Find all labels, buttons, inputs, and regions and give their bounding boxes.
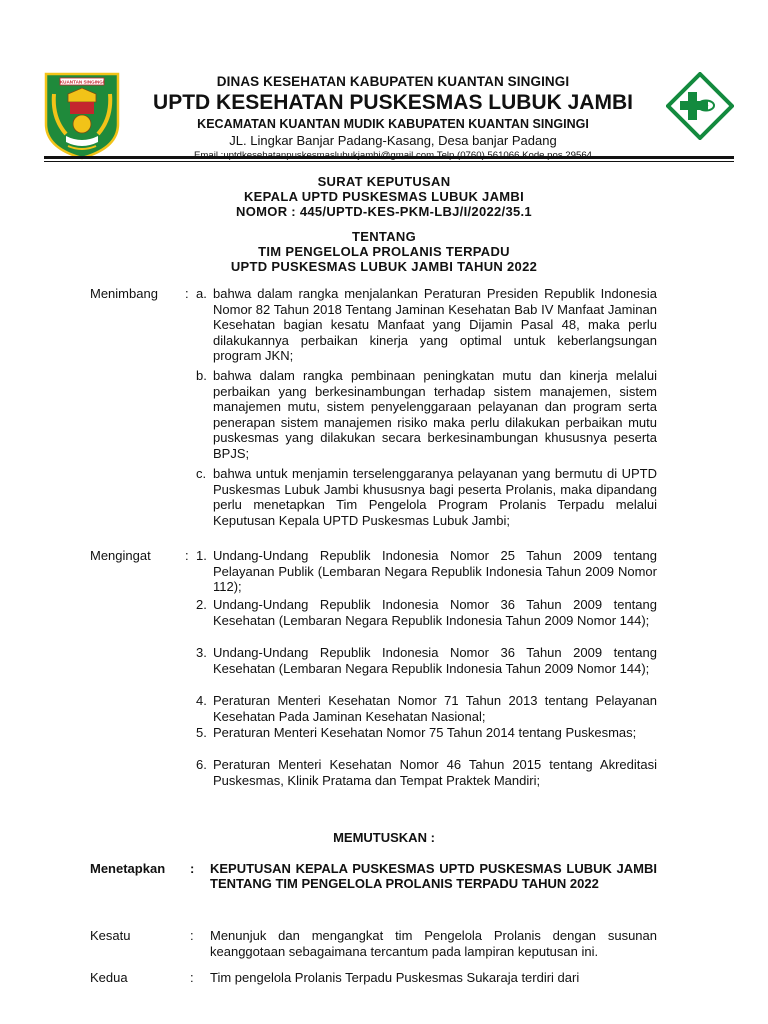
letterhead-divider-thin xyxy=(44,161,734,162)
menimbang-item-b: bahwa dalam rangka pembinaan peningkatan mutu dan kinerja melalui perbaikan yang berkesinambungan terhadap sistem manajemen, sistem manajemen mutu, sistem penyelenggaraan pelayanan dan program serta penerapan sistem manajemen risiko maka perlu dilakukan perbaikan mutu puskesmas yang dilakukan secara berkesinambungan khususnya peserta BPJS; xyxy=(213,368,657,461)
mengingat-item-3: Undang-Undang Republik Indonesia Nomor 36 Tahun 2009 tentang Kesehatan (Lembaran Negara Republik Indonesia Tahun 2009 Nomor 144); xyxy=(213,645,657,676)
decree-issuer: KEPALA UPTD PUSKESMAS LUBUK JAMBI xyxy=(243,189,525,204)
letterhead-divider-thick xyxy=(44,156,734,159)
mengingat-marker-1: 1. xyxy=(196,548,207,563)
mengingat-item-5: Peraturan Menteri Kesehatan Nomor 75 Tahun 2014 tentang Puskesmas; xyxy=(213,725,637,740)
mengingat-marker-6: 6. xyxy=(196,757,207,772)
kesatu-colon: : xyxy=(190,928,194,943)
district-name: KECAMATAN KUANTAN MUDIK KABUPATEN KUANTAN SINGINGI xyxy=(197,117,589,131)
mengingat-label: Mengingat xyxy=(90,548,151,563)
institution-name: UPTD KESEHATAN PUSKESMAS LUBUK JAMBI xyxy=(153,91,633,114)
kedua-colon: : xyxy=(190,970,194,985)
decree-number: NOMOR : 445/UPTD-KES-PKM-LBJ/I/2022/35.1 xyxy=(236,204,532,219)
menimbang-marker-a: a. xyxy=(196,286,207,301)
mengingat-item-1: Undang-Undang Republik Indonesia Nomor 25 Tahun 2009 tentang Pelayanan Publik (Lembaran Negara Republik Indonesia Tahun 2009 Nomor 112); xyxy=(213,548,657,595)
subject-line-1: TIM PENGELOLA PROLANIS TERPADU xyxy=(258,244,510,259)
menetapkan-text: KEPUTUSAN KEPALA PUSKESMAS UPTD PUSKESMAS LUBUK JAMBI TENTANG TIM PENGELOLA PROLANIS TERPADU TAHUN 2022 xyxy=(210,861,657,891)
kesatu-label: Kesatu xyxy=(90,928,131,943)
mengingat-item-2: Undang-Undang Republik Indonesia Nomor 36 Tahun 2009 tentang Kesehatan (Lembaran Negara Republik Indonesia Tahun 2009 Nomor 144); xyxy=(213,597,657,628)
agency-name: DINAS KESEHATAN KABUPATEN KUANTAN SINGINGI xyxy=(216,74,570,89)
mengingat-marker-2: 2. xyxy=(196,597,207,612)
decree-heading: SURAT KEPUTUSAN xyxy=(317,174,451,189)
menimbang-label: Menimbang xyxy=(90,286,158,301)
memutuskan-heading: MEMUTUSKAN : xyxy=(333,830,435,845)
mengingat-item-6: Peraturan Menteri Kesehatan Nomor 46 Tahun 2015 tentang Akreditasi Puskesmas, Klinik Pratama dan Tempat Praktek Mandiri; xyxy=(213,757,657,788)
mengingat-marker-4: 4. xyxy=(196,693,207,708)
mengingat-item-4: Peraturan Menteri Kesehatan Nomor 71 Tahun 2013 tentang Pelayanan Kesehatan Pada Jaminan Kesehatan Nasional; xyxy=(213,693,657,724)
menimbang-item-c: bahwa untuk menjamin terselenggaranya pelayanan yang bermutu di UPTD Puskesmas Lubuk Jambi khususnya bagi peserta Prolanis, maka dipandang perlu menetapkan Tim Pengelola Program Prolanis Terpadu melalui Keputusan Kepala UPTD Puskesmas Lubuk Jambi; xyxy=(213,466,657,528)
menimbang-marker-b: b. xyxy=(196,368,207,383)
menimbang-marker-c: c. xyxy=(196,466,207,481)
menetapkan-colon: : xyxy=(190,861,195,876)
decree-title xyxy=(0,174,768,219)
letterhead-text xyxy=(120,74,666,162)
kedua-label: Kedua xyxy=(90,970,128,985)
address: JL. Lingkar Banjar Padang-Kasang, Desa banjar Padang xyxy=(229,133,557,148)
kesatu-text: Menunjuk dan mengangkat tim Pengelola Prolanis dengan susunan keanggotaan sebagaimana tercantum pada lampiran keputusan ini. xyxy=(210,928,657,959)
subject-heading: TENTANG xyxy=(352,229,416,244)
mengingat-colon: : xyxy=(185,548,189,563)
puskesmas-cross-icon xyxy=(666,72,734,140)
letterhead xyxy=(0,0,768,162)
mengingat-marker-5: 5. xyxy=(196,725,207,740)
subject-line-2: UPTD PUSKESMAS LUBUK JAMBI TAHUN 2022 xyxy=(230,259,538,274)
kedua-text: Tim pengelola Prolanis Terpadu Puskesmas Sukaraja terdiri dari xyxy=(210,970,580,985)
menimbang-item-a: bahwa dalam rangka menjalankan Peraturan Presiden Republik Indonesia Nomor 82 Tahun 2018 Tentang Jaminan Kesehatan Bab IV Manfaat Jaminan Kesehatan bagian kesatu Manfaat yang Dijamin Pasal 48, maka perlu dilakukannya perbaikan kinerja yang optimal untuk keberlangsungan program JKN; xyxy=(213,286,657,364)
decree-subject xyxy=(0,229,768,274)
menimbang-colon: : xyxy=(185,286,189,301)
regency-emblem-icon xyxy=(44,72,120,160)
menetapkan-label: Menetapkan xyxy=(90,861,166,876)
mengingat-marker-3: 3. xyxy=(196,645,207,660)
emblem-banner-text: KUANTAN SINGINGI xyxy=(59,79,105,85)
